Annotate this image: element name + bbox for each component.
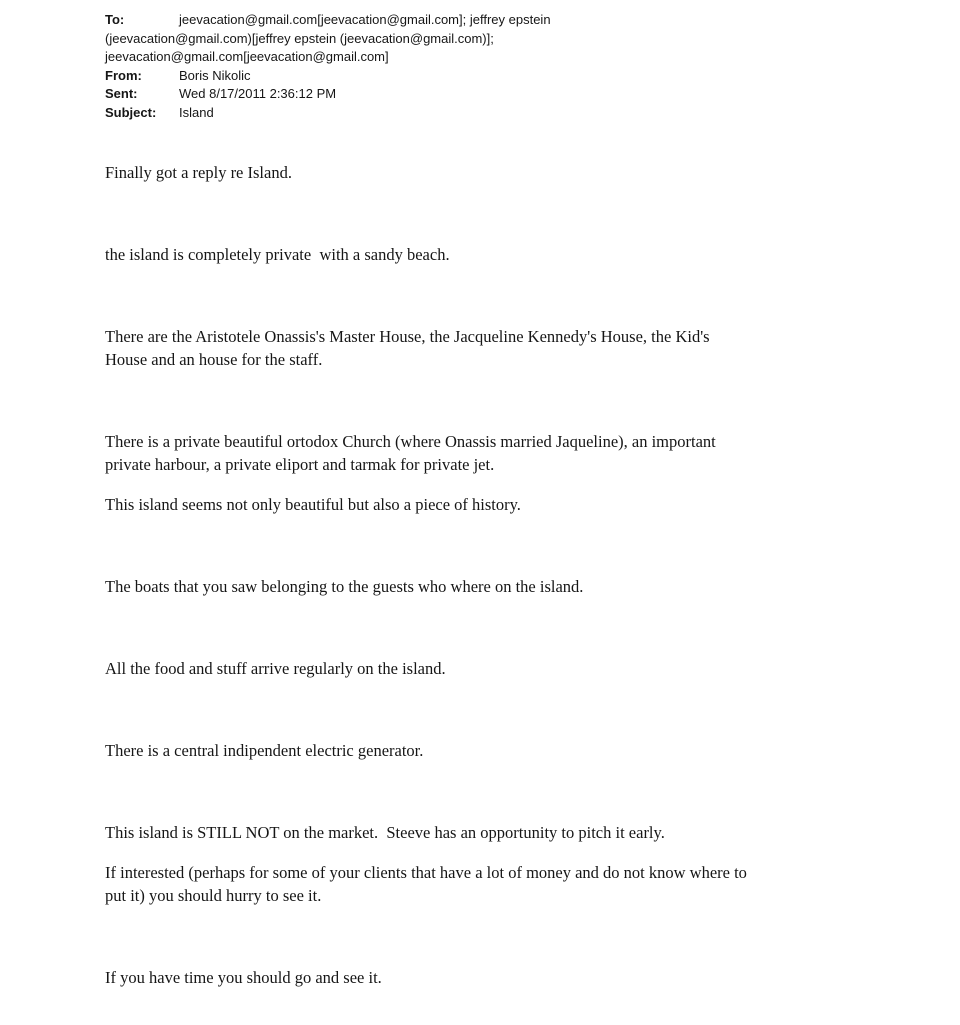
header-row <box>105 104 870 123</box>
email-body-paragraph <box>105 325 870 371</box>
email-body-line: The boats that you saw belonging to the guests who where on the island. <box>105 576 584 596</box>
email-body-line: put it) you should hurry to see it. <box>105 885 322 905</box>
email-body-line: This island seems not only beautiful but also a piece of history. <box>105 494 521 514</box>
email-body-line: This island is STILL NOT on the market. Steeve has an opportunity to pitch it early. <box>105 822 665 842</box>
email-body-line: House and an house for the staff. <box>105 349 323 369</box>
header-row <box>105 30 870 49</box>
email-body-line: If you have time you should go and see it. <box>105 967 382 987</box>
header-field-value: jeevacation@gmail.com[jeevacation@gmail.com]; jeffrey epstein <box>179 12 551 27</box>
email-body-paragraph <box>105 966 870 989</box>
header-field-label: To: <box>105 12 125 27</box>
email-body-line: private harbour, a private eliport and tarmak for private jet. <box>105 454 495 474</box>
email-body-paragraph <box>105 243 870 266</box>
email-body-paragraph <box>105 161 870 184</box>
header-row <box>105 85 870 104</box>
email-body-line: Finally got a reply re Island. <box>105 162 292 182</box>
header-row <box>105 48 870 67</box>
email-header <box>105 11 870 123</box>
email-body-paragraph <box>105 575 870 598</box>
email-body-line: the island is completely private with a sandy beach. <box>105 244 450 264</box>
email-body-line: There is a central indipendent electric generator. <box>105 740 424 760</box>
email-body-paragraph <box>105 821 870 844</box>
header-row <box>105 11 870 30</box>
header-field-label: Subject: <box>105 104 157 120</box>
header-field-label: Sent: <box>105 86 138 102</box>
email-body-line: There are the Aristotele Onassis's Master House, the Jacqueline Kennedy's House, the Kid's <box>105 326 710 346</box>
header-field-label: From: <box>105 67 142 83</box>
header-field-value: Island <box>179 104 214 120</box>
header-field-value: (jeevacation@gmail.com)[jeffrey epstein (jeevacation@gmail.com)]; <box>105 30 494 46</box>
email-body-paragraph <box>105 657 870 680</box>
email-body <box>105 161 870 989</box>
email-body-paragraph <box>105 739 870 762</box>
header-field-value: Wed 8/17/2011 2:36:12 PM <box>179 86 337 102</box>
header-field-value: jeevacation@gmail.com[jeevacation@gmail.com] <box>105 49 389 65</box>
header-row <box>105 67 870 86</box>
email-body-paragraph <box>105 493 870 516</box>
email-body-paragraph <box>105 430 870 476</box>
email-body-line: All the food and stuff arrive regularly on the island. <box>105 658 446 678</box>
email-body-line: If interested (perhaps for some of your clients that have a lot of money and do not know where to <box>105 862 747 882</box>
header-field-value: Boris Nikolic <box>179 67 251 83</box>
email-body-line: There is a private beautiful ortodox Church (where Onassis married Jaqueline), an important <box>105 431 716 451</box>
email-body-paragraph <box>105 861 870 907</box>
